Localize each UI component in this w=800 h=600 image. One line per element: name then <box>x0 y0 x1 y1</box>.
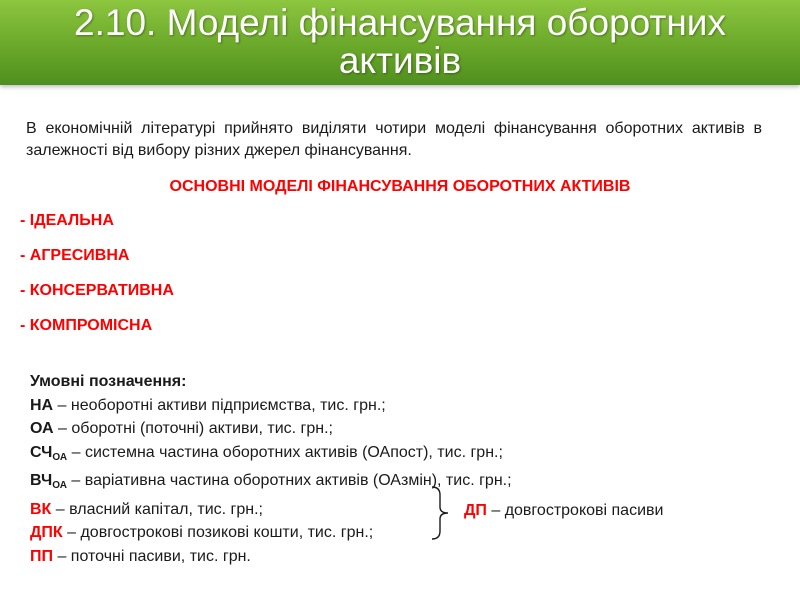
legend-text: – системна частина оборотних активів (ОАпост), тис. грн.; <box>67 443 503 461</box>
legend-row-dpk <box>30 521 650 545</box>
legend-row-vch <box>30 469 650 498</box>
legend-caption: Умовні позначення: <box>30 373 187 390</box>
legend-abbr-subscript: ОА <box>52 451 68 463</box>
title-bar <box>0 0 800 85</box>
legend-row-na <box>30 394 650 418</box>
legend-abbr: ДПК <box>30 524 63 541</box>
legend-text: – власний капітал, тис. грн.; <box>51 500 263 518</box>
right-brace-icon <box>430 485 452 541</box>
legend-abbr: $СЧ_{ОА}$ <box>30 443 68 463</box>
legend-text: – варіативна частина оборотних активів (ОАзмін), тис. грн.; <box>66 472 512 489</box>
legend-text: – оборотні (поточні) активи, тис. грн.; <box>53 420 333 437</box>
legend-text: – довгострокові позикові кошти, тис. грн.; <box>62 524 374 541</box>
legend-row-oa <box>30 417 650 441</box>
legend-abbr: НА <box>30 396 54 414</box>
dp-text: – довгострокові пасиви <box>486 502 664 519</box>
legend-row-sch <box>30 441 650 470</box>
model-item-ideal: - ІДЕАЛЬНА <box>20 212 114 229</box>
legend <box>30 370 650 568</box>
model-item-compromise: - КОМПРОМІСНА <box>20 317 153 334</box>
legend-abbr-subscript: ОА <box>52 480 67 491</box>
models-heading: ОСНОВНІ МОДЕЛІ ФІНАНСУВАННЯ ОБОРОТНИХ АКТИВІВ <box>169 178 631 195</box>
model-item-conservative: - КОНСЕРВАТИВНА <box>20 282 174 299</box>
legend-text: – поточні пасиви, тис. грн. <box>53 547 251 565</box>
legend-abbr: ПП <box>30 547 53 565</box>
legend-abbr: $ВЧ_{ОА}$ <box>30 472 67 491</box>
slide-title-line1: 2.10. Моделі фінансування оборотних <box>74 2 726 43</box>
dp-abbr: ДП <box>464 502 487 519</box>
legend-abbr: ОА <box>30 420 54 437</box>
legend-row-pp <box>30 545 650 569</box>
dp-note <box>464 500 674 521</box>
model-item-aggressive: - АГРЕСИВНА <box>20 247 130 264</box>
legend-abbr: ВК <box>30 500 52 518</box>
models-list <box>20 211 174 351</box>
slide-title <box>0 4 800 80</box>
intro-paragraph: В економічній літературі прийнято виділяти чотири моделі фінансування оборотних активів в залежності від вибору різних джерел фінансування. <box>26 120 762 159</box>
slide-title-line2: активів <box>338 40 462 81</box>
legend-text: – необоротні активи підприємства, тис. грн.; <box>53 396 386 414</box>
